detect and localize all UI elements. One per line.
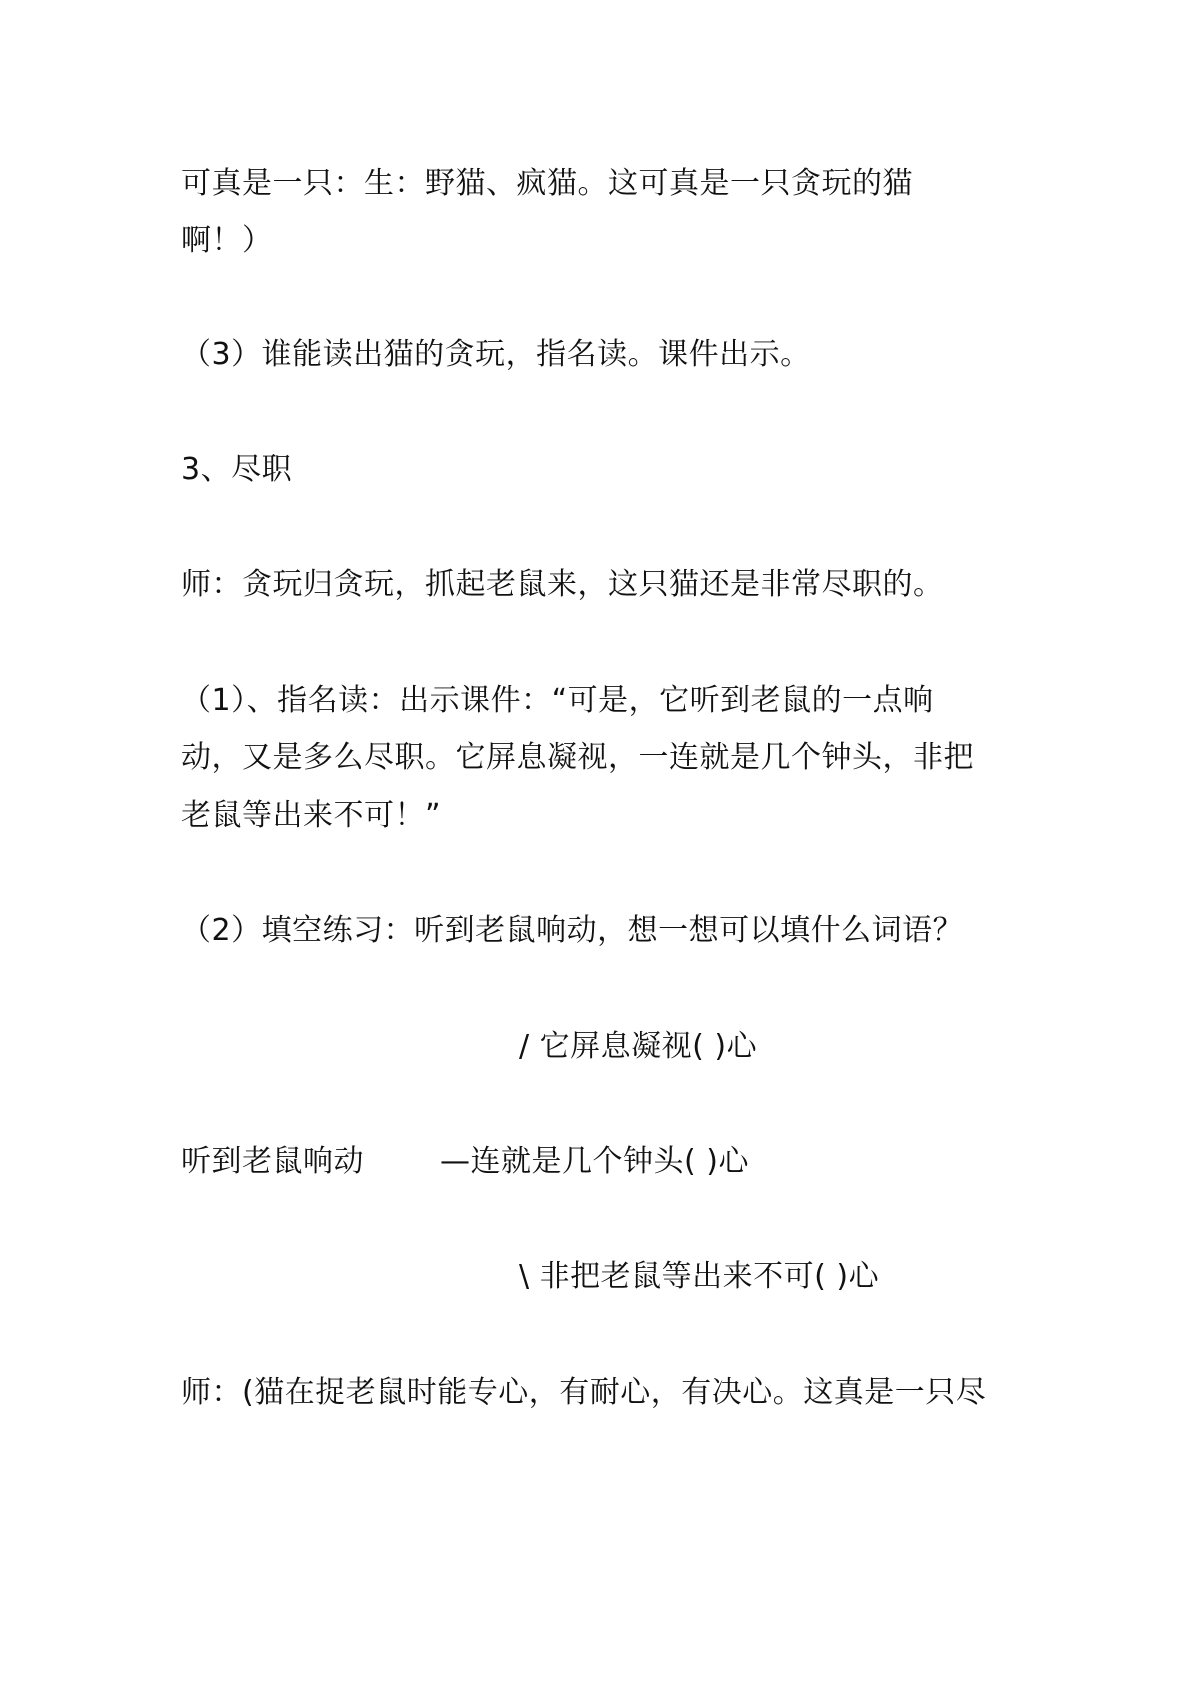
paragraph-line: （3）谁能读出猫的贪玩，指名读。课件出示。	[181, 337, 811, 372]
paragraph-line: 可真是一只：生：野猫、疯猫。这可真是一只贪玩的猫	[181, 166, 913, 201]
fill-blank-line: \ 非把老鼠等出来不可( )心	[519, 1259, 880, 1294]
paragraph-line: 啊！）	[181, 223, 273, 258]
section-heading: 3、尽职	[181, 452, 293, 487]
paragraph-line: 动，又是多么尽职。它屏息凝视，一连就是几个钟头，非把	[181, 740, 974, 775]
fill-blank-line: / 它屏息凝视( )心	[519, 1029, 758, 1064]
paragraph-line: 师：(猫在捉老鼠时能专心，有耐心，有决心。这真是一只尽	[181, 1375, 987, 1410]
paragraph-line: （1）、指名读：出示课件：“可是，它听到老鼠的一点响	[181, 683, 934, 718]
paragraph-line: 老鼠等出来不可！”	[181, 798, 442, 833]
fill-blank-label: 听到老鼠响动	[181, 1144, 364, 1179]
paragraph-line: 师：贪玩归贪玩，抓起老鼠来，这只猫还是非常尽职的。	[181, 567, 944, 602]
paragraph-line: （2）填空练习：听到老鼠响动，想一想可以填什么词语？	[181, 913, 964, 948]
fill-blank-line: —连就是几个钟头( )心	[440, 1144, 749, 1179]
